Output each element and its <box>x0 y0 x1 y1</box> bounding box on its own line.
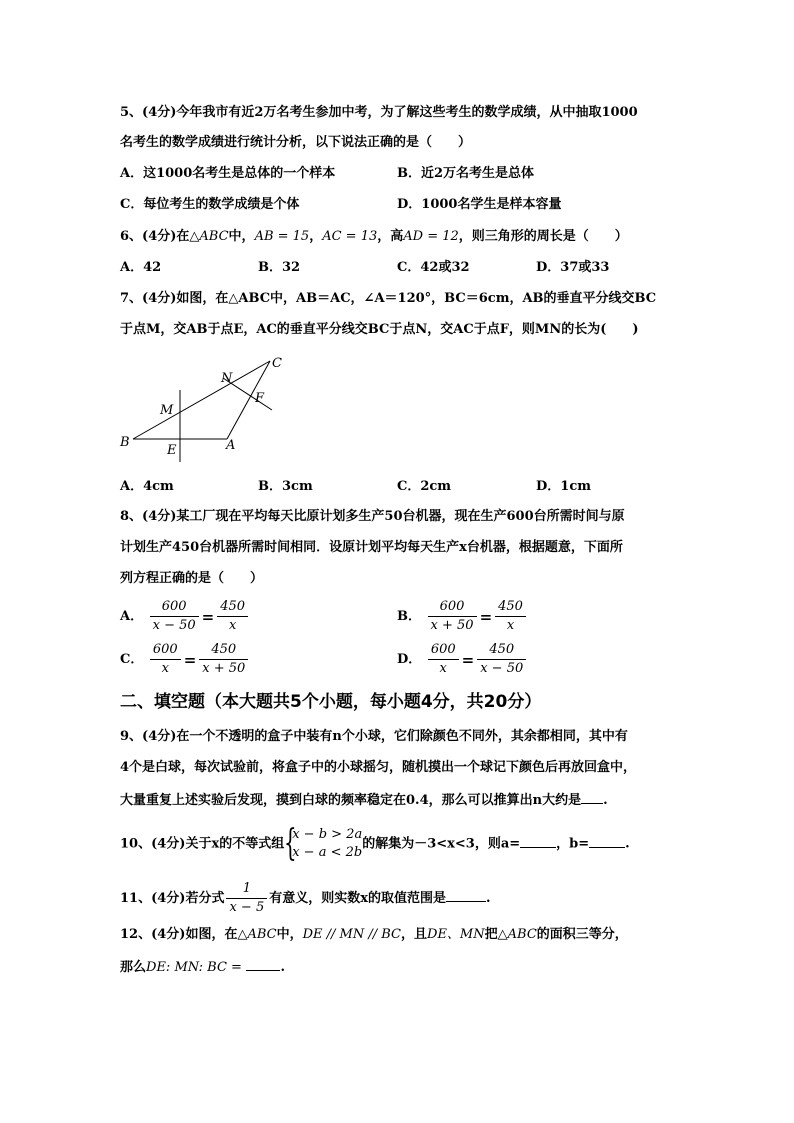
fraction: $\frac{450}{x + 50}$ <box>199 641 248 678</box>
fraction: $\frac{600}{x}$ <box>150 641 181 678</box>
q6-sep1: ， <box>309 229 323 244</box>
q8-line1: 8、(4分)某工厂现在平均每天比原计划多生产50台机器，现在生产600台所需时间与原 <box>120 509 625 524</box>
q7-option-b: B．3cm <box>258 479 313 494</box>
label-c: C <box>272 356 282 371</box>
q6-ac: AC = 13 <box>322 229 378 244</box>
q7-triangle-figure <box>110 350 300 465</box>
label-b: B <box>120 435 130 450</box>
q6-ad: AD = 12 <box>403 229 459 244</box>
fraction: $\frac{450}{x - 50}$ <box>477 641 526 678</box>
q7-option-d: D．1cm <box>536 479 591 494</box>
q6-prefix: 6、(4分)在 <box>120 229 190 244</box>
fraction: $\frac{1}{x - 5}$ <box>226 880 267 917</box>
q7-option-a: A．4cm <box>120 479 174 494</box>
q8-option-d: D． $\frac{600}{x}$ = $\frac{450}{x - 50}$ <box>397 641 528 678</box>
label-n: N <box>221 371 233 386</box>
fraction: $\frac{600}{x - 50}$ <box>150 598 199 635</box>
answer-blank <box>581 790 603 804</box>
answer-blank <box>246 957 280 971</box>
q6-triangle: △ABC <box>189 229 229 244</box>
q8-line3: 列方程正确的是（ ） <box>120 571 264 586</box>
q5-line1: 5、(4分)今年我市有近2万名考生参加中考，为了解这些考生的数学成绩，从中抽取1000 <box>120 105 638 120</box>
segment-bc <box>133 361 270 439</box>
fraction: $\frac{450}{x}$ <box>495 598 526 635</box>
q6-option-d: D．37或33 <box>536 260 610 275</box>
q6-mid2: ，高 <box>377 229 404 244</box>
q6-option-b: B．32 <box>258 260 301 275</box>
fraction: $\frac{600}{x + 50}$ <box>428 598 477 635</box>
q9-line1: 9、(4分)在一个不透明的盒子中装有n个小球，它们除颜色不同外，其余都相同，其中有 <box>120 729 628 744</box>
label-f: F <box>255 391 265 406</box>
inequality-system: { x − b > 2a x − a < 2b <box>284 823 363 864</box>
q10-stem: 10、(4分)关于x的不等式组 { x − b > 2a x − a < 2b 的解集为－3<x<3，则a= ，b= . <box>120 823 630 864</box>
q11-stem: 11、(4分)若分式 $\frac{1}{x - 5}$ 有意义，则实数x的取值范围是 . <box>120 881 491 915</box>
section-heading-fill-in: 二、填空题（本大题共5个小题，每小题4分，共20分） <box>120 692 542 712</box>
q7-line1: 7、(4分)如图，在△ABC中，AB＝AC，∠A＝120°，BC＝6cm，AB的垂直平分线交BC <box>120 291 657 306</box>
q6-option-c: C．42或32 <box>397 260 470 275</box>
q5-option-c: C．每位考生的数学成绩是个体 <box>120 197 300 212</box>
q8-option-b: B． $\frac{600}{x + 50}$ = $\frac{450}{x}$ <box>397 598 528 635</box>
q6-option-a: A．42 <box>120 260 162 275</box>
q6-suffix: ，则三角形的周长是（ ） <box>458 229 628 244</box>
q12-line2: 那么DE: MN: BC = . <box>120 957 285 977</box>
q7-line2: 于点M，交AB于点E，AC的垂直平分线交BC于点N，交AC于点F，则MN的长为( ) <box>120 322 639 337</box>
q5-line2: 名考生的数学成绩进行统计分析，以下说法正确的是（ ） <box>120 135 472 150</box>
label-a: A <box>226 438 236 453</box>
label-e: E <box>167 443 177 458</box>
q8-option-a: A． $\frac{600}{x - 50}$ = $\frac{450}{x}$ <box>120 598 250 635</box>
label-m: M <box>160 403 174 418</box>
q9-line3: 大量重复上述实验后发现，摸到白球的频率稳定在0.4，那么可以推算出n大约是 . <box>120 790 608 810</box>
fraction: $\frac{600}{x}$ <box>428 641 459 678</box>
q8-line2: 计划生产450台机器所需时间相同．设原计划平均每天生产x台机器，根据题意，下面所 <box>120 540 623 555</box>
answer-blank-a <box>520 834 556 848</box>
q8-option-c: C． $\frac{600}{x}$ = $\frac{450}{x + 50}$ <box>120 641 250 678</box>
answer-blank <box>446 888 486 902</box>
q6-stem <box>120 228 628 246</box>
q5-option-a: A．这1000名考生是总体的一个样本 <box>120 166 336 181</box>
answer-blank-b <box>589 834 625 848</box>
q6-mid1: 中， <box>228 229 255 244</box>
fraction: $\frac{450}{x}$ <box>217 598 248 635</box>
q5-option-d: D．1000名学生是样本容量 <box>397 197 562 212</box>
q6-ab: AB = 15 <box>254 229 310 244</box>
q12-line1: 12、(4分)如图，在△ABC中，DE // MN // BC，且DE、MN把△ABC的面积三等分， <box>120 927 628 942</box>
q7-option-c: C．2cm <box>397 479 452 494</box>
q9-line2: 4个是白球，每次试验前，将盒子中的小球摇匀，随机摸出一个球记下颜色后再放回盒中， <box>120 760 637 775</box>
q5-option-b: B．近2万名考生是总体 <box>397 166 535 181</box>
